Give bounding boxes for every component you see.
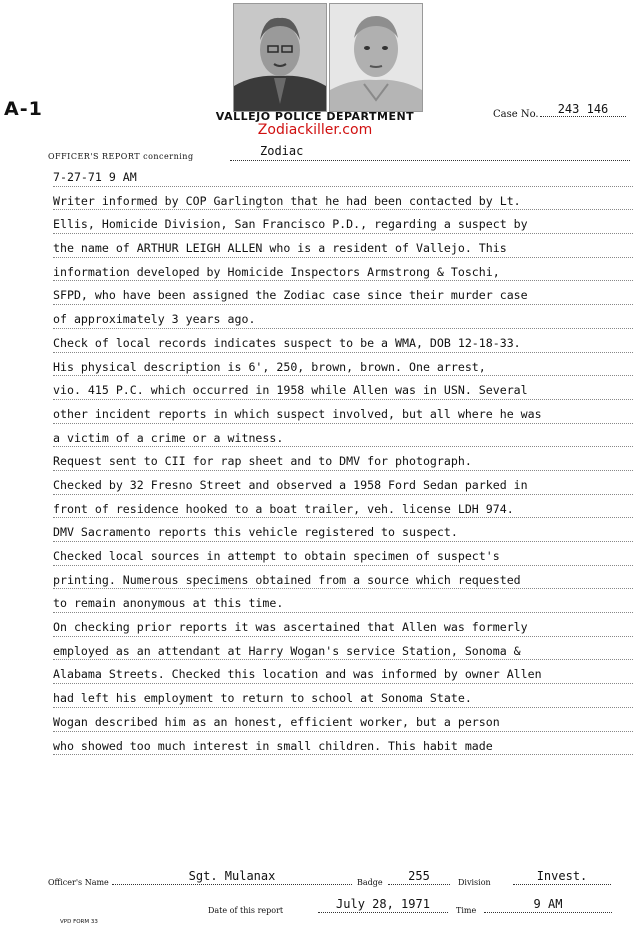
- report-line: of approximately 3 years ago.: [53, 305, 633, 329]
- photo-left: [233, 3, 327, 112]
- report-date-value: July 28, 1971: [318, 897, 448, 913]
- report-line: printing. Numerous specimens obtained from a source which requested: [53, 566, 633, 590]
- photo-right: [329, 3, 423, 112]
- report-line: His physical description is 6', 250, brown, brown. One arrest,: [53, 353, 633, 377]
- concerning-value: Zodiac: [230, 144, 630, 161]
- handwritten-annotation: A-1: [4, 98, 43, 120]
- department-heading: VALLEJO POLICE DEPARTMENT: [215, 110, 415, 123]
- report-line: the name of ARTHUR LEIGH ALLEN who is a resident of Vallejo. This: [53, 234, 633, 258]
- report-line: DMV Sacramento reports this vehicle registered to suspect.: [53, 518, 633, 542]
- report-line: Check of local records indicates suspect to be a WMA, DOB 12-18-33.: [53, 329, 633, 353]
- officer-name-label: Officer's Name: [48, 878, 109, 887]
- report-line: information developed by Homicide Inspectors Armstrong & Toschi,: [53, 258, 633, 282]
- report-line: Wogan described him as an honest, efficient worker, but a person: [53, 708, 633, 732]
- report-body: [53, 163, 633, 755]
- report-line: On checking prior reports it was ascertained that Allen was formerly: [53, 613, 633, 637]
- report-line: employed as an attendant at Harry Wogan's service Station, Sonoma &: [53, 637, 633, 661]
- report-line: Writer informed by COP Garlington that he had been contacted by Lt.: [53, 187, 633, 211]
- officer-name-value: Sgt. Mulanax: [112, 869, 352, 885]
- case-label: Case No.: [493, 109, 539, 120]
- report-line: front of residence hooked to a boat trailer, veh. license LDH 974.: [53, 495, 633, 519]
- report-line: Alabama Streets. Checked this location and was informed by owner Allen: [53, 660, 633, 684]
- report-line: other incident reports in which suspect involved, but all where he was: [53, 400, 633, 424]
- division-value: Invest.: [513, 869, 611, 885]
- watermark: Zodiackiller.com: [257, 122, 373, 138]
- report-time-label: Time: [456, 906, 477, 915]
- division-label: Division: [458, 878, 491, 887]
- report-time-value: 9 AM: [484, 897, 612, 913]
- badge-label: Badge: [357, 878, 383, 887]
- form-id: VPD FORM 33: [60, 919, 98, 925]
- report-line: Ellis, Homicide Division, San Francisco P.D., regarding a suspect by: [53, 210, 633, 234]
- report-line: had left his employment to return to school at Sonoma State.: [53, 684, 633, 708]
- badge-value: 255: [388, 869, 450, 885]
- report-line: to remain anonymous at this time.: [53, 589, 633, 613]
- report-line: SFPD, who have been assigned the Zodiac case since their murder case: [53, 281, 633, 305]
- case-number: 243 146: [540, 102, 626, 117]
- concerning-label: OFFICER'S REPORT concerning: [48, 152, 194, 161]
- report-line: vio. 415 P.C. which occurred in 1958 while Allen was in USN. Several: [53, 376, 633, 400]
- report-line: who showed too much interest in small children. This habit made: [53, 732, 633, 756]
- report-line: 7-27-71 9 AM: [53, 163, 633, 187]
- report-line: Checked by 32 Fresno Street and observed a 1958 Ford Sedan parked in: [53, 471, 633, 495]
- report-line: Request sent to CII for rap sheet and to DMV for photograph.: [53, 447, 633, 471]
- report-line: Checked local sources in attempt to obtain specimen of suspect's: [53, 542, 633, 566]
- report-line: a victim of a crime or a witness.: [53, 424, 633, 448]
- report-date-label: Date of this report: [208, 906, 284, 915]
